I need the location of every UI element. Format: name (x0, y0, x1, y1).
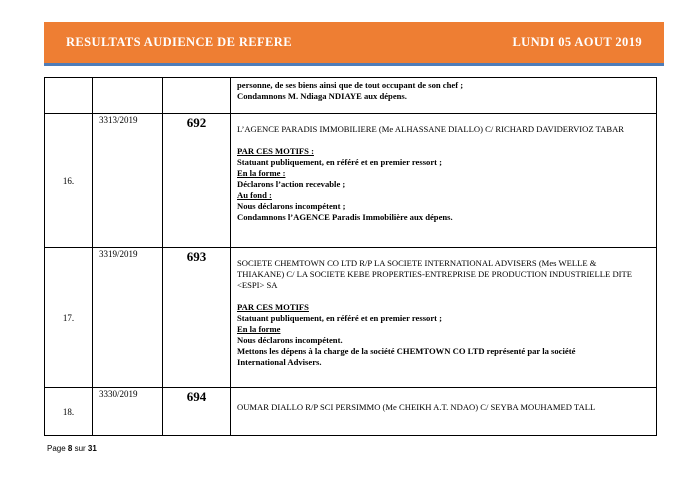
page-sep: sur (72, 444, 88, 453)
forme-heading: En la forme : (237, 168, 286, 178)
case-reference: 3319/2019 (93, 248, 163, 388)
decision-text (231, 114, 657, 248)
row-number: 17. (45, 248, 93, 388)
banner-title: RESULTATS AUDIENCE DE REFERE (66, 35, 292, 49)
table-row (45, 78, 657, 114)
motifs-heading: PAR CES MOTIFS (237, 302, 309, 312)
row-number: 16. (45, 114, 93, 248)
case-parties: <ESPI> SA (237, 280, 278, 290)
decision-text (231, 78, 657, 114)
case-reference: 3330/2019 (93, 388, 163, 436)
table-row (45, 114, 657, 248)
order-number: 692 (163, 114, 231, 248)
fond-heading: Au fond : (237, 190, 272, 200)
case-parties: SOCIETE CHEMTOWN CO LTD R/P LA SOCIETE INTERNATIONAL ADVISERS (Mes WELLE & (237, 258, 597, 268)
decision-line: Nous déclarons incompétent. (237, 335, 343, 345)
decision-text (231, 388, 657, 436)
banner-date: LUNDI 05 AOUT 2019 (512, 35, 642, 49)
row-number: 18. (45, 388, 93, 436)
decision-line: Statuant publiquement, en référé et en premier ressort ; (237, 157, 443, 167)
order-number: 693 (163, 248, 231, 388)
decision-line: Mettons les dépens à la charge de la société CHEMTOWN CO LTD représenté par la société (237, 346, 576, 356)
decision-line: Statuant publiquement, en référé et en premier ressort ; (237, 313, 443, 323)
motifs-heading: PAR CES MOTIFS : (237, 146, 314, 156)
row-number (45, 78, 93, 114)
page-footer (47, 444, 97, 453)
decision-line: Condamnons l’AGENCE Paradis Immobilière aux dépens. (237, 212, 453, 222)
case-parties: OUMAR DIALLO R/P SCI PERSIMMO (Me CHEIKH A.T. NDAO) C/ SEYBA MOUHAMED TALL (237, 402, 596, 412)
decision-line: Condamnons M. Ndiaga NDIAYE aux dépens. (237, 91, 407, 101)
page-number: 8 (67, 444, 73, 453)
decision-line: International Advisers. (237, 357, 322, 367)
case-reference: 3313/2019 (93, 114, 163, 248)
header-banner (44, 22, 664, 66)
table-row (45, 388, 657, 436)
results-table (44, 77, 657, 436)
forme-heading: En la forme (237, 324, 281, 334)
order-number: 694 (163, 388, 231, 436)
decision-line: personne, de ses biens ainsi que de tout occupant de son chef ; (237, 80, 464, 90)
order-number (163, 78, 231, 114)
page-total: 31 (87, 444, 97, 453)
case-parties: L’AGENCE PARADIS IMMOBILIERE (Me ALHASSANE DIALLO) C/ RICHARD DAVIDERVIOZ TABAR (237, 124, 625, 134)
decision-line: Déclarons l’action recevable ; (237, 179, 346, 189)
case-parties: THIAKANE) C/ LA SOCIETE KEBE PROPERTIES-ENTREPRISE DE PRODUCTION INDUSTRIELLE DITE (237, 269, 633, 279)
case-reference (93, 78, 163, 114)
page-prefix: Page (47, 444, 68, 453)
table-row (45, 248, 657, 388)
decision-line: Nous déclarons incompétent ; (237, 201, 346, 211)
decision-text (231, 248, 657, 388)
